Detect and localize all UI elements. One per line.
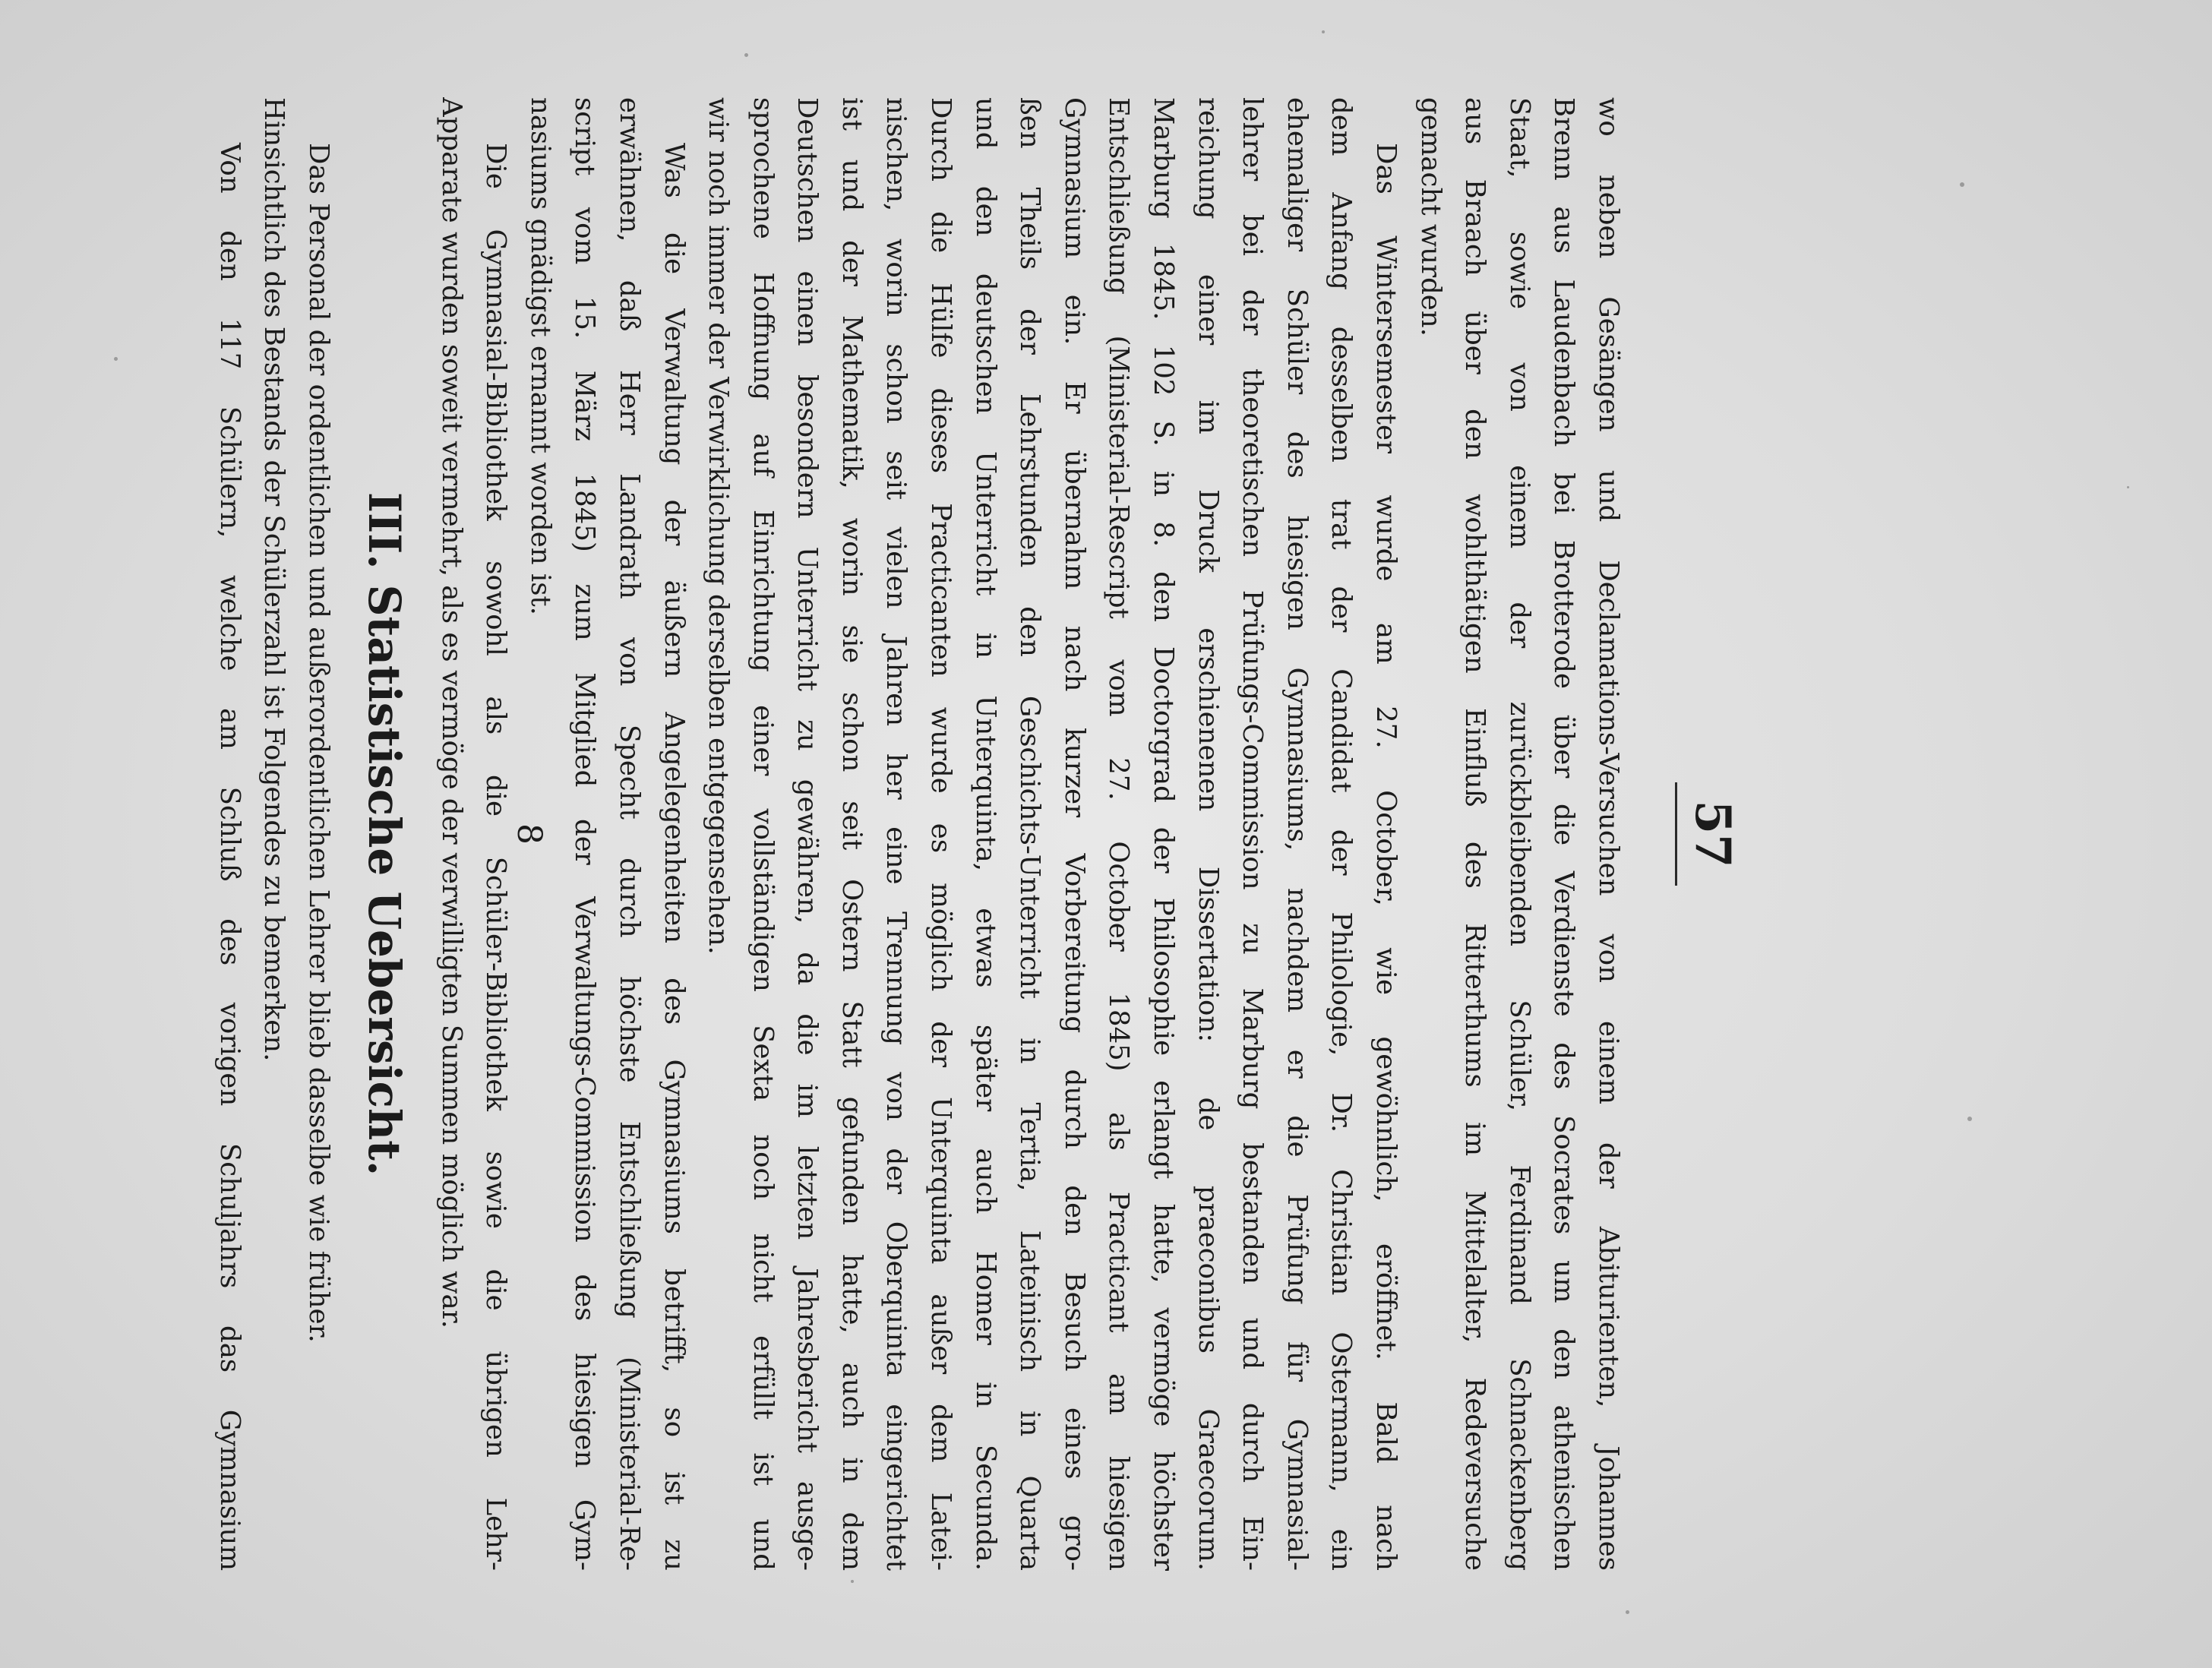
- text-line: Apparate wurden soweit vermehrt, als es vermöge der verwilligten Summen möglich war.: [435, 97, 467, 1328]
- text-line: gemacht wurden.: [1414, 97, 1446, 336]
- page-number-underline: [1675, 782, 1677, 886]
- text-line: Gymnasium ein. Er übernahm nach kurzer Vorbereitung durch den Besuch eines gro-: [1058, 97, 1090, 1571]
- text-line: Das Personal der ordentlichen und außerordentlichen Lehrer blieb dasselbe wie früher.: [302, 143, 334, 1343]
- text-line: Marburg 1845. 102 S. in 8. den Doctorgrad der Philosophie erlangt hatte, vermöge höchster: [1148, 97, 1180, 1571]
- text-line: Hinsichtlich des Bestands der Schülerzahl ist Folgendes zu bemerken.: [258, 97, 290, 1062]
- rotated-document-page: [213, 0, 1767, 1668]
- text-line: Durch die Hülfe dieses Practicanten wurde es möglich der Unterquinta außer dem Latei-: [925, 97, 957, 1571]
- text-line: sprochene Hoffnung auf Einrichtung einer vollständigen Sexta noch nicht erfüllt ist und: [747, 97, 779, 1571]
- text-line: Deutschen einen besondern Unterricht zu gewähren, da die im letzten Jahresbericht ausge-: [792, 97, 823, 1571]
- text-line: aus Braach über den wohlthätigen Einfluß des Ritterthums im Mittelalter, Redeversuche: [1459, 97, 1491, 1571]
- text-line: wo neben Gesängen und Declamations-Versuchen von einem der Abiturienten, Johannes: [1593, 97, 1624, 1571]
- dust-speck: [1967, 1117, 1972, 1121]
- body-text: [207, 97, 1630, 1571]
- text-line: wir noch immer der Verwirklichung derselben entgegensehen.: [703, 97, 735, 955]
- dust-speck: [114, 357, 118, 361]
- text-line: nasiums gnädigst ernannt worden ist.: [524, 97, 556, 615]
- text-line: lehrer bei der theoretischen Prüfungs-Commission zu Marburg bestanden und durch Ein-: [1237, 97, 1269, 1571]
- printer-signature-mark: 8: [510, 823, 548, 845]
- text-line: ist und der Mathematik, worin sie schon seit Ostern Statt gefunden hatte, auch in dem: [836, 97, 867, 1571]
- text-line: ßen Theils der Lehrstunden den Geschichts-Unterricht in Tertia, Lateinisch in Quarta: [1014, 97, 1046, 1571]
- page-number: 57: [1684, 800, 1741, 868]
- text-line: Von den 117 Schülern, welche am Schluß des vorigen Schuljahrs das Gymnasium: [213, 143, 245, 1571]
- text-line: Brenn aus Laudenbach bei Brotterode über die Verdienste des Socrates um den athenischen: [1548, 97, 1580, 1571]
- text-line: Staat, sowie von einem der zurückbleibenden Schüler, Ferdinand Schnackenberg: [1503, 97, 1535, 1571]
- section-heading: III. Statistische Uebersicht.: [358, 491, 410, 1177]
- dust-speck: [1960, 182, 1964, 187]
- text-line: ehemaliger Schüler des hiesigen Gymnasiums, nachdem er die Prüfung für Gymnasial-: [1281, 97, 1313, 1571]
- text-line: Was die Verwaltung der äußern Angelegenheiten des Gymnasiums betrifft, so ist zu: [658, 143, 690, 1571]
- dust-speck: [2127, 486, 2129, 488]
- text-line: Die Gymnasial-Bibliothek sowohl als die Schüler-Bibliothek sowie die übrigen Lehr-: [480, 143, 512, 1571]
- text-line: dem Anfang desselben trat der Candidat der Philologie, Dr. Christian Ostermann, ein: [1326, 97, 1357, 1571]
- text-line: Entschließung (Ministerial-Rescript vom 27. October 1845) als Practicant am hiesigen: [1103, 97, 1135, 1571]
- text-line: reichung einer im Druck erschienenen Dissertation: de praeconibus Graecorum.: [1192, 97, 1224, 1571]
- text-line: nischen, worin schon seit vielen Jahren her eine Trennung von der Oberquinta eingerichtet: [880, 97, 912, 1571]
- text-line: script vom 15. März 1845) zum Mitglied der Verwaltungs-Commission des hiesigen Gym-: [569, 97, 601, 1571]
- text-line: erwähnen, daß Herr Landrath von Specht durch höchste Entschließung (Ministerial-Re-: [613, 97, 645, 1571]
- text-line: und den deutschen Unterricht in Unterquinta, etwas später auch Homer in Secunda.: [969, 97, 1001, 1571]
- text-line: Das Wintersemester wurde am 27. October, wie gewöhnlich, eröffnet. Bald nach: [1370, 143, 1402, 1571]
